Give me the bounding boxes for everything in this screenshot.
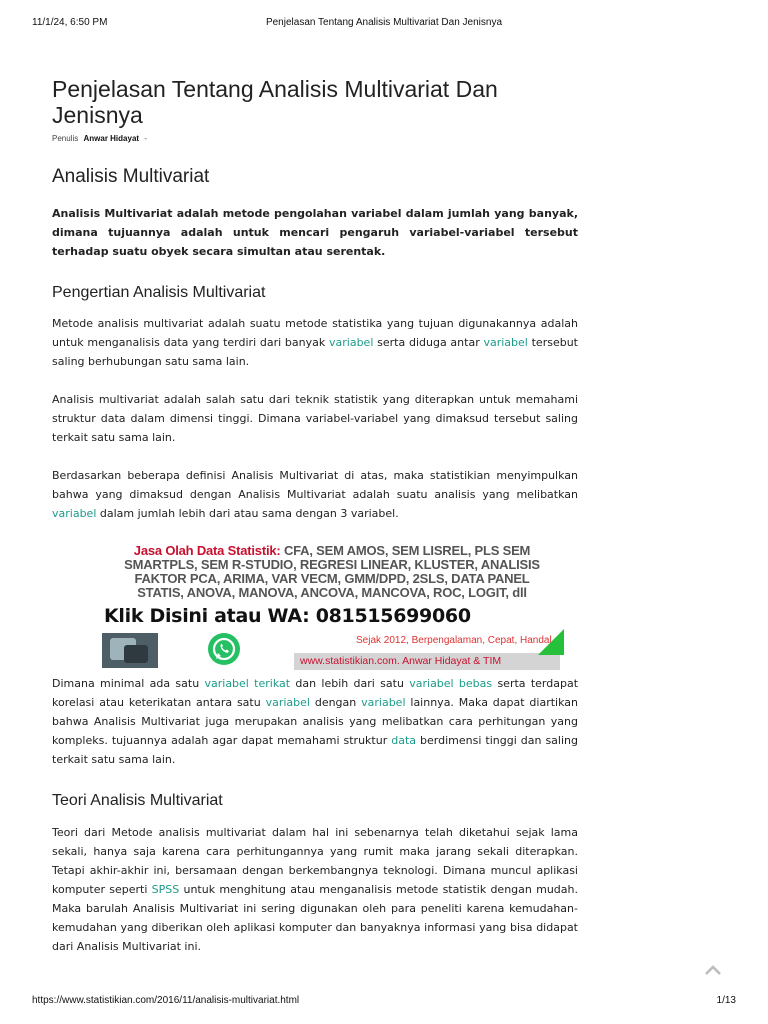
- print-url: https://www.statistikian.com/2016/11/analisis-multivariat.html: [32, 995, 300, 1006]
- chevron-up-icon[interactable]: [703, 962, 723, 976]
- banner-tagline: Sejak 2012, Berpengalaman, Cepat, Handal: [356, 635, 552, 646]
- variabel-terikat-link[interactable]: variabel terikat: [204, 677, 291, 690]
- banner-cta[interactable]: Klik Disini atau WA: 081515699060: [104, 605, 471, 627]
- print-header: [32, 17, 736, 31]
- print-footer: [32, 995, 736, 1009]
- ad-banner[interactable]: [98, 537, 566, 672]
- data-link[interactable]: data: [391, 734, 417, 747]
- subheading-pengertian: Pengertian Analisis Multivariat: [52, 284, 266, 301]
- byline-label: Penulis: [52, 134, 79, 143]
- paragraph: Dimana minimal ada satu variabel terikat dan lebih dari satu variabel bebas serta terdapat korelasi atau keterikatan antara satu variabel dengan variabel lainnya. Maka dapat diartikan bahwa Analisis Multivariat juga merupakan analisis yang melibatkan cara perhitungan yang kompleks. tujuannya adalah agar dapat memahami struktur data berdimensi tinggi dan saling terkait satu sama lain.: [52, 677, 579, 766]
- banner-line: SMARTPLS, SEM R-STUDIO, REGRESI LINEAR, KLUSTER, ANALISIS: [124, 557, 540, 572]
- banner-line: Jasa Olah Data Statistik: CFA, SEM AMOS, SEM LISREL, PLS SEM: [133, 543, 531, 558]
- banner-corner: [538, 629, 564, 655]
- variabel-link[interactable]: variabel: [329, 336, 374, 349]
- page-number: 1/13: [716, 995, 736, 1006]
- variabel-bebas-link[interactable]: variabel bebas: [409, 677, 493, 690]
- byline: [52, 134, 578, 146]
- byline-separator: -: [144, 134, 147, 143]
- print-page-title: Penjelasan Tentang Analisis Multivariat Dan Jenisnya: [265, 17, 503, 28]
- whatsapp-icon: [208, 633, 240, 665]
- variabel-link[interactable]: variabel: [265, 696, 310, 709]
- print-date: 11/1/24, 6:50 PM: [32, 17, 108, 28]
- banner-line: FAKTOR PCA, ARIMA, VAR VECM, GMM/DPD, 2SLS, DATA PANEL: [134, 571, 530, 586]
- paragraph: Berdasarkan beberapa definisi Analisis Multivariat di atas, maka statistikian menyimpulkan bahwa yang dimaksud dengan Analisis Multivariat adalah suatu analisis yang melibatkan variabel dalam jumlah lebih dari atau sama dengan 3 variabel.: [52, 469, 578, 520]
- author-link[interactable]: Anwar Hidayat: [83, 134, 140, 143]
- banner-line: STATIS, ANOVA, MANOVA, ANCOVA, MANCOVA, ROC, LOGIT, dll: [137, 585, 527, 600]
- spss-link[interactable]: SPSS: [151, 883, 180, 896]
- variabel-link[interactable]: variabel: [483, 336, 528, 349]
- paragraph: Teori dari Metode analisis multivariat dalam hal ini sebenarnya telah diketahui sejak lama sekali, hanya saja karena cara perhitungannya yang rumit maka jarang sekali diterapkan. Tetapi akhir-akhir ini, bersamaan dengan berkembangnya teknologi. Dimana muncul aplikasi komputer seperti SPSS untuk menghitung atau menganalisis metode statistik dengan mudah. Maka barulah Analisis Multivariat ini sering digunakan oleh para peneliti karena kemudahan-kemudahan yang diberikan oleh aplikasi komputer dan banyaknya informasi yang bisa didapat dari Analisis Multivariat ini.: [52, 826, 578, 953]
- lead-paragraph: Analisis Multivariat adalah metode pengolahan variabel dalam jumlah yang banyak, dimana tujuannya adalah untuk mencari pengaruh variabel-variabel tersebut terhadap suatu obyek secara simultan atau serentak.: [52, 207, 578, 258]
- banner-photo: [102, 633, 158, 668]
- paragraph: Analisis multivariat adalah salah satu dari teknik statistik yang diterapkan untuk memahami struktur data dalam dimensi tinggi. Dimana variabel-variabel yang dimaksud tersebut saling terkait satu sama lain.: [52, 393, 578, 444]
- banner-strip: www.statistikian.com. Anwar Hidayat & TIM: [294, 653, 560, 670]
- article-title: Penjelasan Tentang Analisis Multivariat Dan Jenisnya: [52, 76, 498, 128]
- variabel-link[interactable]: variabel: [52, 507, 97, 520]
- subheading-teori: Teori Analisis Multivariat: [52, 792, 223, 809]
- variabel-link[interactable]: variabel: [361, 696, 406, 709]
- article: [52, 76, 578, 956]
- section-heading: Analisis Multivariat: [52, 166, 210, 187]
- paragraph: Metode analisis multivariat adalah suatu metode statistika yang tujuan digunakannya adalah untuk menganalisis data yang terdiri dari banyak variabel serta diduga antar variabel tersebut saling berhubungan satu sama lain.: [52, 317, 578, 368]
